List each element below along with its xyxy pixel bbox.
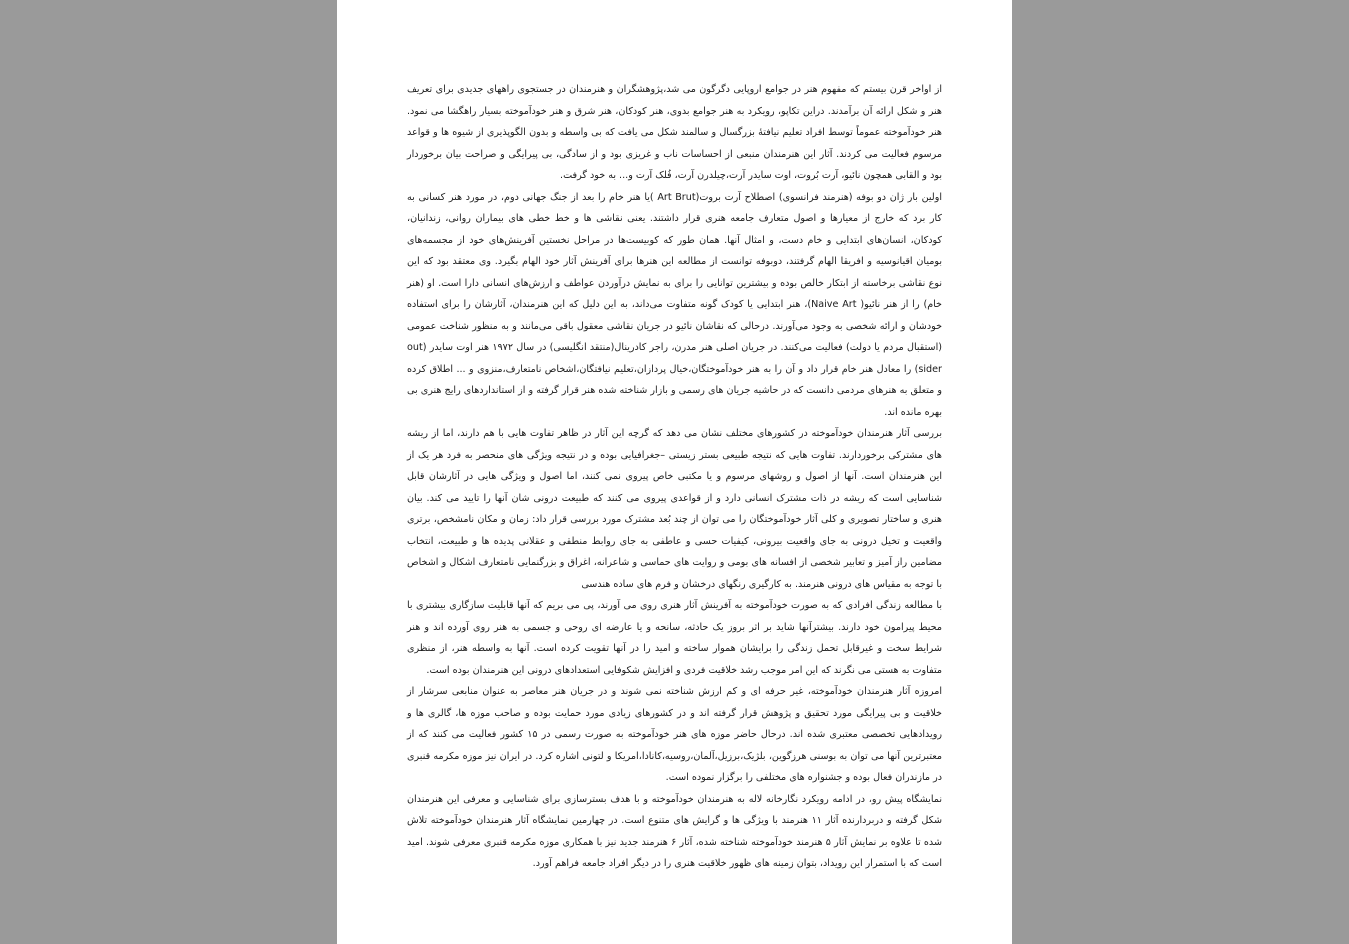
paragraph-4: با مطالعه زندگی افرادی که به صورت خودآموخته به آفرینش آثار هنری روی می آورند، پی می بریم که آنها قابلیت سازگاری بیشتری با محیط پیرامون خود دارند. بیشترآنها شاید بر اثر بروز یک حادثه، سانحه و یا عارضه ای روحی و جسمی به هنر روی آورده اند و هنر شرایط سخت و غیرقابل تحمل زندگی را برایشان هموار ساخته و امید را در آنها تقویت کرده است. آنها به واسطه هنر، از منظری متفاوت به هستی می نگرند که این امر موجب رشد خلاقیت فردی و افزایش شکوفایی استعدادهای درونی این هنرمندان بوده است. [407, 600, 942, 676]
paragraph-1: از اواخر قرن بیستم که مفهوم هنر در جوامع اروپایی دگرگون می شد،پژوهشگران و هنرمندان در جستجوی راههای جدیدی برای تعریف هنر و شکل ارائه آن برآمدند. دراین تکاپو، رویکرد به هنر جوامع بدوی، هنر کودکان، هنر شرق و هنر خودآموخته بسیار راهگشا می نمود. هنر خودآموخته عموماً توسط افراد تعلیم نیافتهٔ بزرگسال و سالمند شکل می یافت که بی واسطه و بدون الگوپذیری از شیوه ها و قواعد مرسوم فعالیت می کردند. آثار این هنرمندان منبعی از احساسات ناب و غریزی بود و از سادگی، بی پیرایگی و صراحت بیان برخوردار بود و القابی همچون نائیو، آرت بُروت، اوت سایدر آرت،چیلدرن آرت، فُلک آرت و... به خود گرفت. [407, 84, 942, 181]
document-page [337, 0, 1012, 944]
paragraph-3: بررسی آثار هنرمندان خودآموخته در کشورهای مختلف نشان می دهد که گرچه این آثار در ظاهر تفاوت هایی با هم دارند، اما از ریشه های مشترکی برخوردارند. تفاوت هایی که نتیجه طبیعی بستر زیستی –جغرافیایی بوده و در نتیجه ویژگی های منحصر به فرد هر یک از این هنرمندان است. آنها از اصول و روشهای مرسوم و یا مکتبی خاص پیروی نمی کنند، اما اصول و ویژگی هایی در آثارشان قابل شناسایی است که ریشه در ذات مشترک انسانی دارد و از قواعدی پیروی می کنند که طبیعت درونی شان آنها را تایید می کند. بیان هنری و ساختار تصویری و کلی آثار خودآموختگان را می توان از چند بُعد مشترک مورد بررسی قرار داد: زمان و مکان نامشخص، برتری واقعیت و تخیل درونی به جای واقعیت بیرونی، کیفیات حسی و عاطفی به جای روابط منطقی و عقلانی پدیده ها و طبیعت، انتخاب مضامین راز آمیز و تعابیر شخصی از افسانه های بومی و روایت های حماسی و شاعرانه، اغراق و بزرگنمایی نامتعارف اشکال و اشخاص با توجه به مقیاس های درونی هنرمند. به کارگیری رنگهای درخشان و فرم های ساده هندسی [407, 428, 942, 590]
paragraph-2: اولین بار ژان دو بوفه (هنرمند فرانسوی) اصطلاح آرت بروت(Art Brut )یا هنر خام را بعد از جنگ جهانی دوم، در مورد هنر کسانی به کار برد که خارج از معیارها و اصول متعارف جامعه هنری قرار داشتند. یعنی نقاشی ها و خط خطی های بیماران روانی، زندانیان، کودکان، انسان‌های ابتدایی و خام دست، و امثال آنها. همان طور که کوبیست‌ها در مراحل نخستین آفرینش‌های خود از مجسمه‌های بومیان اقیانوسیه و افریقا الهام گرفتند، دوبوفه توانست از مطالعه این هنرها برای آفرینش آثار خود الهام بگیرد. وی معتقد بود که این نوع نقاشی برخاسته از ابتکار خالص بوده و بیشترین توانایی را برای به نمایش درآوردن عواطف و ارزش‌های انسانی دارا است. او (هنر خام) را از هنر نائیو( Naive Art)، هنر ابتدایی یا کودک گونه متفاوت می‌داند، به این دلیل که این هنرمندان، آثارشان را برای استفاده خودشان و ارائه شخصی به وجود می‌آورند. درحالی که نقاشان نائیو در جریان نقاشی معقول باقی می‌مانند و به منظور شناخت عمومی (استقبال مردم یا دولت) فعالیت می‌کنند. در جریان اصلی هنر مدرن، راجر کادرینال(منتقد انگلیسی) در سال ۱۹۷۲ هنر اوت سایدر (out sider) را معادل هنر خام قرار داد و آن را به هنر خودآموختگان،خیال پردازان،تعلیم نیافتگان،اشخاص نامتعارف،منزوی و ... اطلاق کرده و متعلق به هنرهای مردمی دانست که در حاشیه جریان های رسمی و بازار شناخته شده هنر قرار گرفته و از استانداردهای رایج هنری بی بهره مانده اند. [407, 191, 943, 418]
paragraph-5: امروزه آثار هنرمندان خودآموخته، غیر حرفه ای و کم ارزش شناخته نمی شوند و در جریان هنر معاصر به عنوان منابعی سرشار از خلاقیت و بی پیرایگی مورد تحقیق و پژوهش قرار گرفته اند و در کشورهای زیادی مورد حمایت بوده و صاحب موزه ها، گالری ها و رویدادهایی تخصصی معتبری شده اند. درحال حاضر موزه های هنر خودآموخته به صورت رسمی در ۱۵ کشور فعالیت می کنند که از معتبرترین آنها می توان به بوسنی هرزگوین، بلژیک،برزیل،آلمان،روسیه،کانادا،امریکا و لتونی اشاره کرد. در ایران نیز موزه مکرمه قنبری در مازندران فعال بوده و جشنواره های مختلفی را برگزار نموده است. [407, 686, 942, 783]
paragraph-6: نمایشگاه پیش رو، در ادامه رویکرد نگارخانه لاله به هنرمندان خودآموخته و با هدف بسترسازی برای شناسایی و معرفی این هنرمندان شکل گرفته و دربردارنده آثار ۱۱ هنرمند با ویژگی ها و گرایش های متنوع است. در چهارمین نمایشگاه آثار هنرمندان خودآموخته تلاش شده تا علاوه بر نمایش آثار ۵ هنرمند خودآموخته شناخته شده، آثار ۶ هنرمند جدید نیز با همکاری موزه مکرمه قنبری معرفی شوند. امید است که با استمرار این رویداد، بتوان زمینه های ظهور خلاقیت هنری را در دیگر افراد جامعه فراهم آورد. [407, 793, 943, 869]
body-text [407, 79, 942, 875]
